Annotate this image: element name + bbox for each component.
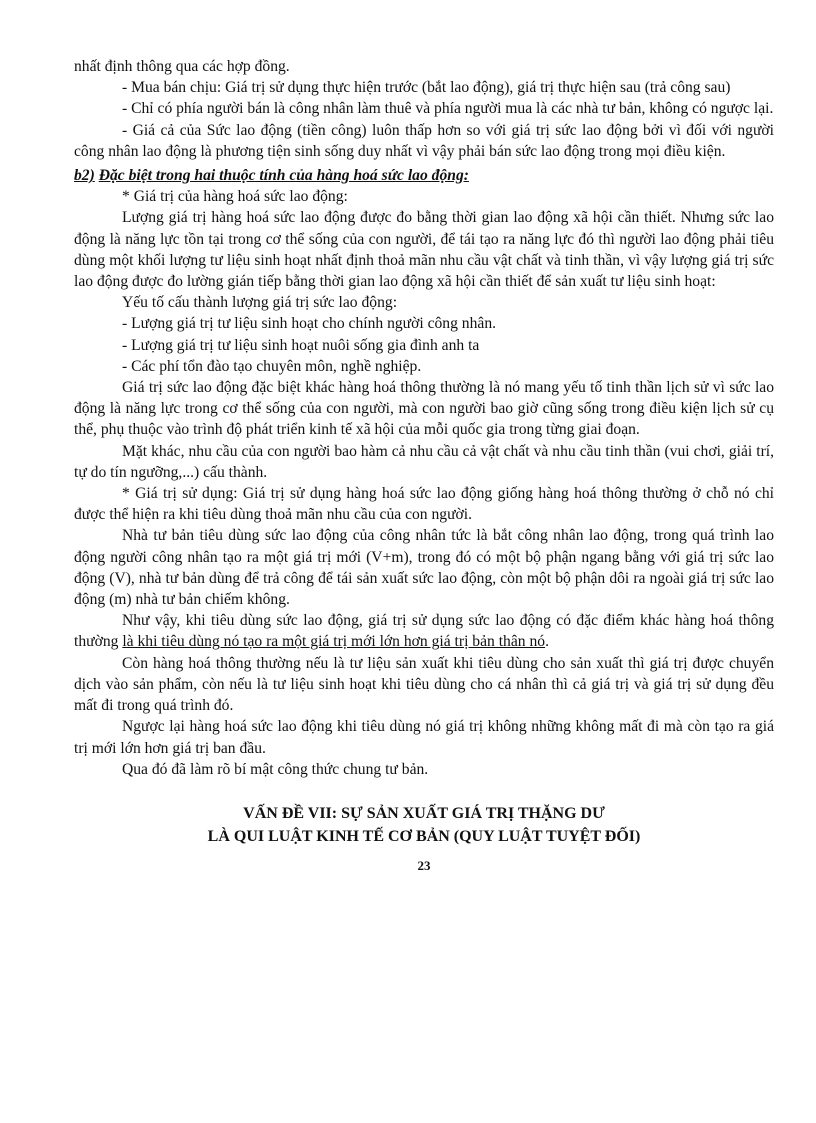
chapter-title bbox=[74, 802, 774, 848]
paragraph-spiritual-needs: Mặt khác, nhu cầu của con người bao hàm cả nhu cầu cả vật chất và nhu cầu tinh thần (vui chơi, giải trí, tự do tín ngưỡng,...) cấu thành. bbox=[74, 442, 774, 481]
section-heading-title: Đặc biệt trong hai thuộc tính của hàng hoá sức lao động: bbox=[98, 167, 469, 185]
paragraph-special-feature bbox=[74, 610, 774, 652]
paragraph-historical-element: Giá trị sức lao động đặc biệt khác hàng hoá thông thường là nó mang yếu tố tinh thần lịch sử vì sức lao động là năng lực trong cơ thể sống của con người, mà con người bao giờ cũng sống trong điều kiện lịch sử cụ thể, phụ thuộc vào trình độ phát triển kinh tế xã hội của mỗi quốc gia trong từng giai đoạn. bbox=[74, 379, 774, 439]
list-item-worker-living: - Lượng giá trị tư liệu sinh hoạt cho chính người công nhân. bbox=[122, 315, 497, 333]
paragraph-value-heading: * Giá trị của hàng hoá sức lao động: bbox=[122, 188, 348, 206]
list-item-family-living: - Lượng giá trị tư liệu sinh hoạt nuôi sống gia đình anh ta bbox=[122, 336, 480, 354]
special-feature-end: . bbox=[545, 633, 549, 651]
underlined-key-point: là khi tiêu dùng nó tạo ra một giá trị mới lớn hơn giá trị bản thân nó bbox=[122, 633, 546, 651]
list-item-wage-price: - Giá cả của Sức lao động (tiền công) luôn thấp hơn so với giá trị sức lao động bởi vì đối với người công nhân lao động là phương tiện sinh sống duy nhất vì vậy phải bán sức lao động trong mọi điều kiện. bbox=[74, 121, 774, 160]
paragraph-value-measure: Lượng giá trị hàng hoá sức lao động được đo bằng thời gian lao động xã hội cần thiết. Nhưng sức lao động là năng lực tồn tại trong cơ thể sống của con người, để tái tạo ra năng lực đó thì người lao động phải tiêu dùng một khối lượng tư liệu sinh hoạt nhất định thoả mãn nhu cầu vật chất và tinh thần, vì vậy lượng giá trị sức lao động được đo lường gián tiếp bằng thời gian lao động xã hội cần thiết để sản xuất tư liệu sinh hoạt: bbox=[74, 209, 774, 291]
chapter-title-line-2: LÀ QUI LUẬT KINH TẾ CƠ BẢN (QUY LUẬT TUYỆT ĐỐI) bbox=[207, 827, 641, 845]
special-feature-lead: Như vậy, khi tiêu dùng sức lao động, giá trị sử dụng sức lao động có đặc điểm khác hàng hoá thông thường bbox=[74, 612, 774, 651]
list-item-credit-sale: - Mua bán chịu: Giá trị sử dụng thực hiện trước (bắt lao động), giá trị thực hiện sau (trả công sau) bbox=[122, 79, 731, 97]
section-heading-b2 bbox=[74, 165, 774, 186]
paragraph-labor-power-goods: Ngược lại hàng hoá sức lao động khi tiêu dùng nó giá trị không những không mất đi mà còn tạo ra giá trị mới lớn hơn giá trị ban đầu. bbox=[74, 718, 774, 757]
paragraph-use-value: * Giá trị sử dụng: Giá trị sử dụng hàng hoá sức lao động giống hàng hoá thông thường ở chỗ nó chỉ được thể hiện ra khi tiêu dùng thoả mãn nhu cầu của con người. bbox=[74, 485, 774, 524]
document-page bbox=[74, 56, 774, 874]
list-item-seller-buyer: - Chỉ có phía người bán là công nhân làm thuê và phía người mua là các nhà tư bản, không có ngược lại. bbox=[122, 100, 774, 118]
paragraph-ordinary-goods: Còn hàng hoá thông thường nếu là tư liệu sản xuất khi tiêu dùng cho sản xuất thì giá trị được chuyển dịch vào sản phẩm, còn nếu là tư liệu sinh hoạt khi tiêu dùng cho cá nhân thì cả giá trị và giá trị sử dụng đều mất đi trong quá trình đó. bbox=[74, 654, 774, 715]
page-number: 23 bbox=[417, 857, 431, 873]
list-item-training-cost: - Các phí tổn đào tạo chuyên môn, nghề nghiệp. bbox=[122, 357, 422, 375]
paragraph-capitalist-consumption: Nhà tư bản tiêu dùng sức lao động của công nhân tức là bắt công nhân lao động, trong quá trình lao động người công nhân tạo ra một giá trị mới (V+m), trong đó có một bộ phận ngang bằng với giá trị sức lao động (V), nhà tư bản dùng để trả công để tái sản xuất sức lao động, còn một bộ phận dôi ra ngoài giá trị sức lao động (m) nhà tư bản chiếm không. bbox=[74, 527, 774, 609]
paragraph-components-heading: Yếu tố cấu thành lượng giá trị sức lao động: bbox=[122, 294, 398, 312]
chapter-title-line-1: VẤN ĐỀ VII: SỰ SẢN XUẤT GIÁ TRỊ THẶNG DƯ bbox=[243, 804, 605, 822]
paragraph-conclusion: Qua đó đã làm rõ bí mật công thức chung tư bản. bbox=[122, 760, 429, 778]
section-heading-label: b2) bbox=[74, 167, 95, 185]
paragraph-contract-end: nhất định thông qua các hợp đồng. bbox=[74, 58, 290, 75]
